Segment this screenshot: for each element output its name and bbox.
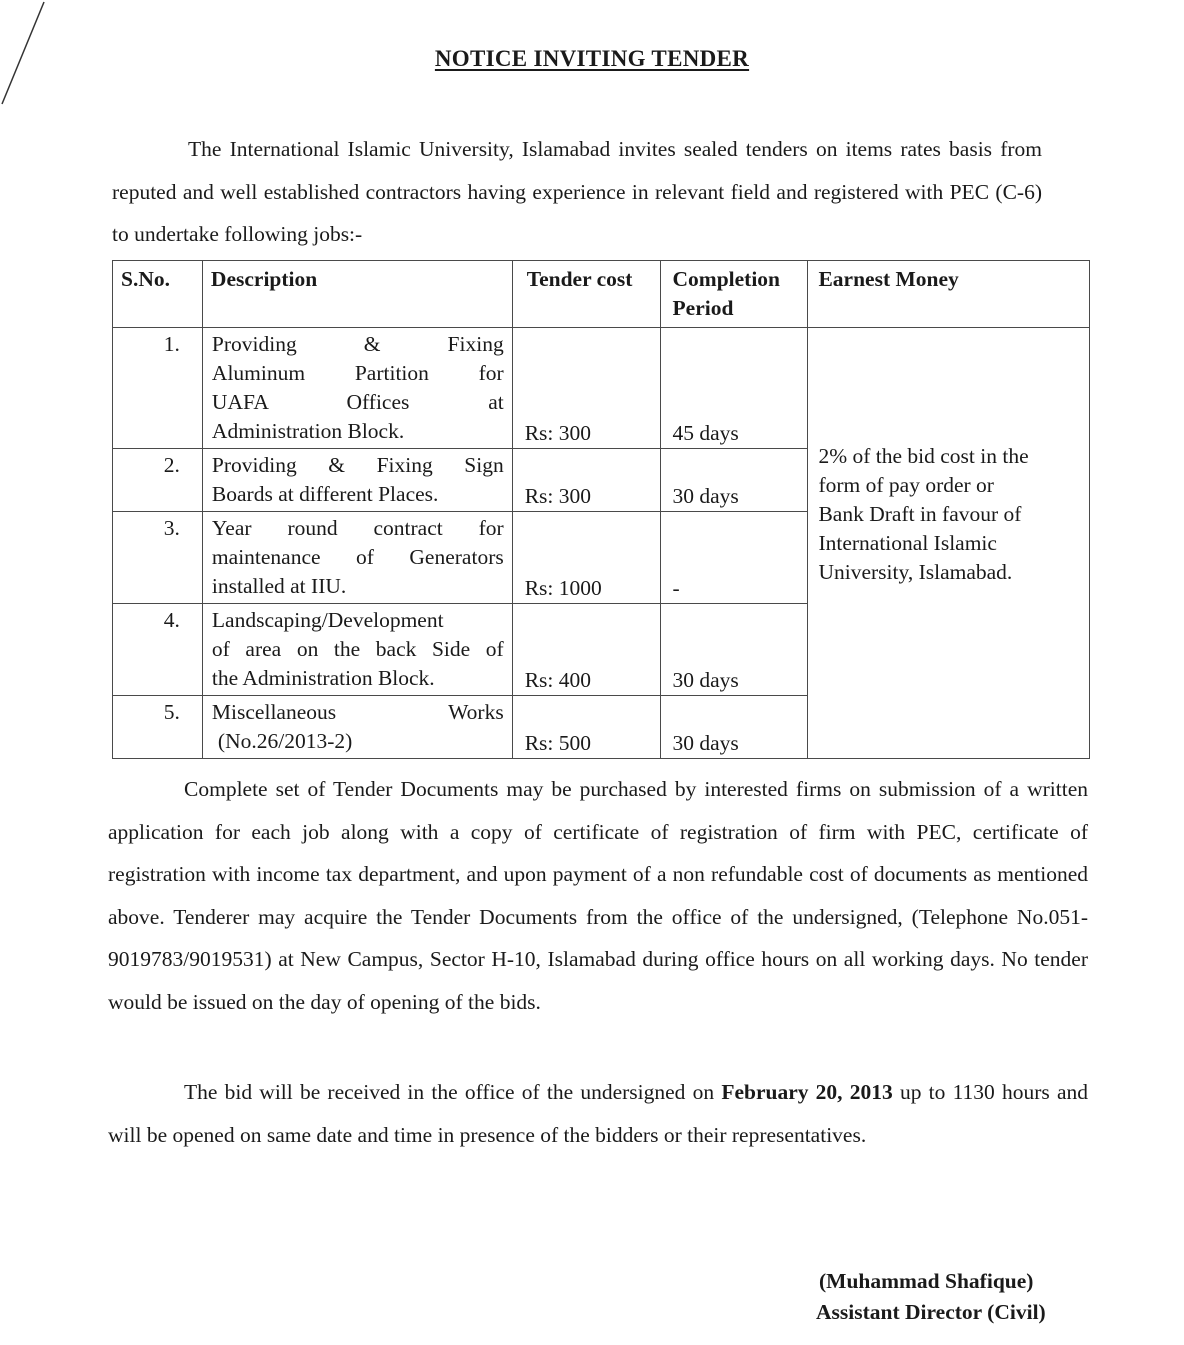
row-completion-period: 30 days: [660, 696, 808, 759]
earnest-money-line: International Islamic: [818, 531, 997, 555]
earnest-money-line: Bank Draft in favour of: [818, 502, 1022, 526]
description-line: Boards at different Places.: [211, 482, 439, 506]
description-line: Providing & Fixing: [211, 332, 504, 356]
row-sno: 4.: [113, 604, 203, 696]
row-tender-cost: Rs: 400: [512, 604, 660, 696]
documents-paragraph: [108, 768, 1088, 1023]
header-completion-period: Completion Period: [660, 261, 808, 328]
earnest-money-line: 2% of the bid cost in the: [818, 444, 1029, 468]
row-sno: 1.: [113, 328, 203, 449]
bid-text-after: up to 1130 hours and will be opened on same date and time in presence of the bidders or their representatives.: [108, 1080, 1088, 1147]
row-sno: 2.: [113, 449, 203, 512]
row-description: [202, 449, 512, 512]
row-description: [202, 696, 512, 759]
description-line: Year round contract for: [211, 516, 504, 540]
header-sno: S.No.: [113, 261, 203, 328]
documents-text: Complete set of Tender Documents may be purchased by interested firms on submission of a written application for each job along with a copy of certificate of registration of firm with PEC, certificate of registration with income tax department, and upon payment of a non refundable cost of documents as mentioned above. Tenderer may acquire the Tender Documents from the office of the undersigned, (Telephone No.051-9019783/9019531) at New Campus, Sector H-10, Islamabad during office hours on all working days. No tender would be issued on the day of opening of the bids.: [108, 777, 1088, 1014]
description-line: UAFA Offices at: [211, 390, 504, 414]
row-completion-period: -: [660, 512, 808, 604]
bid-date: February 20, 2013: [721, 1080, 893, 1104]
intro-text: The International Islamic University, Islamabad invites sealed tenders on items rates basis from reputed and well established contractors having experience in relevant field and registered with PEC (C-6) to undertake following jobs:-: [112, 137, 1042, 246]
row-tender-cost: Rs: 500: [512, 696, 660, 759]
row-sno: 5.: [113, 696, 203, 759]
bid-paragraph: [108, 1071, 1088, 1156]
row-sno: 3.: [113, 512, 203, 604]
earnest-money-line: form of pay order or: [818, 473, 994, 497]
row-description: [202, 328, 512, 449]
table-header-row: [113, 261, 1090, 328]
row-completion-period: 30 days: [660, 604, 808, 696]
description-line: (No.26/2013-2): [217, 729, 353, 753]
description-line: Miscellaneous Works: [211, 700, 504, 724]
table-row: [113, 328, 1090, 449]
row-tender-cost: Rs: 300: [512, 328, 660, 449]
description-line: of area on the back Side of: [211, 637, 504, 661]
header-description: Description: [202, 261, 512, 328]
row-completion-period: 45 days: [660, 328, 808, 449]
earnest-money-cell: [808, 328, 1090, 759]
description-line: the Administration Block.: [211, 666, 435, 690]
description-line: Administration Block.: [211, 419, 405, 443]
row-description: [202, 604, 512, 696]
tender-table: [112, 260, 1090, 759]
header-tender-cost: Tender cost: [512, 261, 660, 328]
notice-title: NOTICE INVITING TENDER: [434, 46, 750, 71]
signatory-name: (Muhammad Shafique): [819, 1269, 1034, 1293]
description-line: installed at IIU.: [211, 574, 347, 598]
row-tender-cost: Rs: 300: [512, 449, 660, 512]
row-tender-cost: Rs: 1000: [512, 512, 660, 604]
earnest-money-line: University, Islamabad.: [818, 560, 1013, 584]
signature-block: [816, 1266, 1046, 1328]
header-earnest-money: Earnest Money: [808, 261, 1090, 328]
row-completion-period: 30 days: [660, 449, 808, 512]
intro-paragraph: [112, 128, 1042, 256]
description-line: Aluminum Partition for: [211, 361, 504, 385]
description-line: Landscaping/Development: [211, 608, 444, 632]
description-line: maintenance of Generators: [211, 545, 504, 569]
description-line: Providing & Fixing Sign: [211, 453, 504, 477]
signatory-designation: Assistant Director (Civil): [816, 1300, 1046, 1324]
bid-text-before: The bid will be received in the office of the undersigned on: [184, 1080, 722, 1104]
row-description: [202, 512, 512, 604]
